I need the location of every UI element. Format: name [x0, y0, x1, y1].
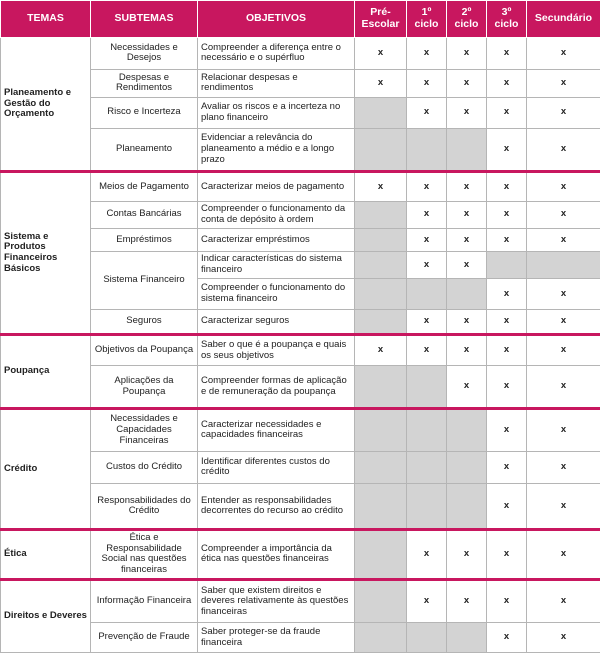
- level-mark-pre-escolar: x: [355, 334, 407, 366]
- level-mark-secundario: x: [527, 38, 600, 70]
- subtema-cell: Despesas e Rendimentos: [91, 69, 198, 97]
- level-empty-1-ciclo: [407, 366, 447, 409]
- table-row: [1, 251, 600, 278]
- level-mark-3-ciclo: x: [487, 579, 527, 623]
- header-3-ciclo: 3º ciclo: [487, 1, 527, 38]
- subtema-cell: Objetivos da Poupança: [91, 334, 198, 366]
- table-row: [1, 334, 600, 366]
- header-subtemas: SUBTEMAS: [91, 1, 198, 38]
- level-empty-3-ciclo: [487, 251, 527, 278]
- level-empty-pre-escolar: [355, 128, 407, 172]
- tema-cell: Poupança: [1, 334, 91, 408]
- level-mark-2-ciclo: x: [447, 334, 487, 366]
- level-empty-1-ciclo: [407, 623, 447, 653]
- level-mark-2-ciclo: x: [447, 172, 487, 201]
- level-empty-pre-escolar: [355, 623, 407, 653]
- level-mark-1-ciclo: x: [407, 579, 447, 623]
- level-mark-secundario: x: [527, 98, 600, 129]
- table-row: [1, 366, 600, 409]
- level-mark-3-ciclo: x: [487, 98, 527, 129]
- table-body: [1, 38, 600, 653]
- level-mark-secundario: x: [527, 530, 600, 580]
- level-empty-1-ciclo: [407, 128, 447, 172]
- table-row: [1, 128, 600, 172]
- level-mark-3-ciclo: x: [487, 530, 527, 580]
- level-empty-pre-escolar: [355, 251, 407, 278]
- subtema-cell: Sistema Financeiro: [91, 251, 198, 309]
- level-mark-3-ciclo: x: [487, 228, 527, 251]
- objetivo-cell: Saber proteger-se da fraude financeira: [198, 623, 355, 653]
- level-empty-pre-escolar: [355, 451, 407, 484]
- level-mark-1-ciclo: x: [407, 309, 447, 334]
- level-mark-1-ciclo: x: [407, 172, 447, 201]
- level-mark-1-ciclo: x: [407, 334, 447, 366]
- objetivo-cell: Saber o que é a poupança e quais os seus objetivos: [198, 334, 355, 366]
- header-objetivos: OBJETIVOS: [198, 1, 355, 38]
- tema-cell: Direitos e Deveres: [1, 579, 91, 652]
- level-empty-pre-escolar: [355, 279, 407, 310]
- level-mark-3-ciclo: x: [487, 408, 527, 451]
- table-row: [1, 228, 600, 251]
- subtema-cell: Necessidades e Desejos: [91, 38, 198, 70]
- level-mark-1-ciclo: x: [407, 228, 447, 251]
- table-row: [1, 38, 600, 70]
- level-empty-pre-escolar: [355, 484, 407, 530]
- subtema-cell: Ética e Responsabilidade Social nas questões financeiras: [91, 530, 198, 580]
- level-empty-1-ciclo: [407, 451, 447, 484]
- objetivo-cell: Identificar diferentes custos do crédito: [198, 451, 355, 484]
- level-empty-2-ciclo: [447, 451, 487, 484]
- tema-cell: Ética: [1, 530, 91, 580]
- subtema-cell: Contas Bancárias: [91, 201, 198, 228]
- header-secundario: Secundário: [527, 1, 600, 38]
- level-mark-secundario: x: [527, 69, 600, 97]
- level-mark-2-ciclo: x: [447, 98, 487, 129]
- objetivo-cell: Indicar características do sistema financeiro: [198, 251, 355, 278]
- level-mark-1-ciclo: x: [407, 201, 447, 228]
- header-2-ciclo: 2º ciclo: [447, 1, 487, 38]
- level-empty-pre-escolar: [355, 366, 407, 409]
- subtema-cell: Custos do Crédito: [91, 451, 198, 484]
- level-empty-pre-escolar: [355, 201, 407, 228]
- level-mark-secundario: x: [527, 279, 600, 310]
- level-empty-pre-escolar: [355, 98, 407, 129]
- level-mark-3-ciclo: x: [487, 623, 527, 653]
- subtema-cell: Risco e Incerteza: [91, 98, 198, 129]
- table-row: [1, 623, 600, 653]
- level-mark-secundario: x: [527, 579, 600, 623]
- level-mark-3-ciclo: x: [487, 172, 527, 201]
- level-mark-secundario: x: [527, 201, 600, 228]
- level-mark-secundario: x: [527, 172, 600, 201]
- objetivo-cell: Caracterizar meios de pagamento: [198, 172, 355, 201]
- level-mark-secundario: x: [527, 309, 600, 334]
- table-row: [1, 309, 600, 334]
- level-mark-1-ciclo: x: [407, 530, 447, 580]
- level-mark-1-ciclo: x: [407, 98, 447, 129]
- header-row: [1, 1, 600, 38]
- objetivo-cell: Evidenciar a relevância do planeamento a médio e a longo prazo: [198, 128, 355, 172]
- level-mark-secundario: x: [527, 484, 600, 530]
- level-mark-2-ciclo: x: [447, 366, 487, 409]
- objetivo-cell: Caracterizar seguros: [198, 309, 355, 334]
- level-mark-secundario: x: [527, 128, 600, 172]
- objetivo-cell: Relacionar despesas e rendimentos: [198, 69, 355, 97]
- table-row: [1, 172, 600, 201]
- level-empty-secundario: [527, 251, 600, 278]
- level-empty-pre-escolar: [355, 408, 407, 451]
- level-mark-secundario: x: [527, 623, 600, 653]
- level-mark-pre-escolar: x: [355, 38, 407, 70]
- level-mark-2-ciclo: x: [447, 579, 487, 623]
- level-mark-3-ciclo: x: [487, 484, 527, 530]
- table-row: [1, 201, 600, 228]
- level-mark-1-ciclo: x: [407, 69, 447, 97]
- subtema-cell: Informação Financeira: [91, 579, 198, 623]
- objetivo-cell: Caracterizar empréstimos: [198, 228, 355, 251]
- level-mark-secundario: x: [527, 228, 600, 251]
- subtema-cell: Prevenção de Fraude: [91, 623, 198, 653]
- level-mark-3-ciclo: x: [487, 309, 527, 334]
- level-mark-secundario: x: [527, 366, 600, 409]
- tema-cell: Sistema e Produtos Financeiros Básicos: [1, 172, 91, 335]
- level-mark-2-ciclo: x: [447, 69, 487, 97]
- objetivo-cell: Compreender formas de aplicação e de remuneração da poupança: [198, 366, 355, 409]
- header-1-ciclo: 1º ciclo: [407, 1, 447, 38]
- level-empty-2-ciclo: [447, 408, 487, 451]
- level-mark-3-ciclo: x: [487, 128, 527, 172]
- level-mark-3-ciclo: x: [487, 366, 527, 409]
- table-row: [1, 579, 600, 623]
- level-mark-2-ciclo: x: [447, 38, 487, 70]
- level-mark-3-ciclo: x: [487, 69, 527, 97]
- level-mark-secundario: x: [527, 451, 600, 484]
- level-mark-2-ciclo: x: [447, 530, 487, 580]
- table-row: [1, 484, 600, 530]
- objetivo-cell: Compreender a importância da ética nas questões financeiras: [198, 530, 355, 580]
- table-row: [1, 69, 600, 97]
- header-pre-escolar: Pré-Escolar: [355, 1, 407, 38]
- table-row: [1, 408, 600, 451]
- level-empty-2-ciclo: [447, 128, 487, 172]
- level-empty-pre-escolar: [355, 228, 407, 251]
- tema-cell: Crédito: [1, 408, 91, 529]
- level-empty-1-ciclo: [407, 279, 447, 310]
- objetivo-cell: Entender as responsabilidades decorrentes do recurso ao crédito: [198, 484, 355, 530]
- objetivo-cell: Saber que existem direitos e deveres relativamente às questões financeiras: [198, 579, 355, 623]
- level-empty-2-ciclo: [447, 279, 487, 310]
- level-mark-2-ciclo: x: [447, 228, 487, 251]
- objetivo-cell: Avaliar os riscos e a incerteza no plano financeiro: [198, 98, 355, 129]
- subtema-cell: Planeamento: [91, 128, 198, 172]
- level-empty-pre-escolar: [355, 530, 407, 580]
- subtema-cell: Aplicações da Poupança: [91, 366, 198, 409]
- level-mark-3-ciclo: x: [487, 334, 527, 366]
- table-row: [1, 530, 600, 580]
- level-mark-pre-escolar: x: [355, 69, 407, 97]
- level-empty-2-ciclo: [447, 623, 487, 653]
- level-mark-3-ciclo: x: [487, 279, 527, 310]
- subtema-cell: Necessidades e Capacidades Financeiras: [91, 408, 198, 451]
- level-mark-2-ciclo: x: [447, 201, 487, 228]
- level-mark-1-ciclo: x: [407, 251, 447, 278]
- objetivo-cell: Compreender o funcionamento do sistema financeiro: [198, 279, 355, 310]
- table-row: [1, 98, 600, 129]
- objetivo-cell: Compreender o funcionamento da conta de depósito à ordem: [198, 201, 355, 228]
- level-mark-3-ciclo: x: [487, 201, 527, 228]
- subtema-cell: Responsabilidades do Crédito: [91, 484, 198, 530]
- level-empty-pre-escolar: [355, 309, 407, 334]
- level-mark-3-ciclo: x: [487, 451, 527, 484]
- level-mark-3-ciclo: x: [487, 38, 527, 70]
- level-empty-1-ciclo: [407, 484, 447, 530]
- subtema-cell: Empréstimos: [91, 228, 198, 251]
- tema-cell: Planeamento e Gestão do Orçamento: [1, 38, 91, 172]
- objetivo-cell: Compreender a diferença entre o necessário e o supérfluo: [198, 38, 355, 70]
- level-empty-1-ciclo: [407, 408, 447, 451]
- level-mark-2-ciclo: x: [447, 251, 487, 278]
- level-empty-2-ciclo: [447, 484, 487, 530]
- level-mark-secundario: x: [527, 408, 600, 451]
- objetivo-cell: Caracterizar necessidades e capacidades financeiras: [198, 408, 355, 451]
- table-row: [1, 451, 600, 484]
- subtema-cell: Seguros: [91, 309, 198, 334]
- level-mark-secundario: x: [527, 334, 600, 366]
- level-empty-pre-escolar: [355, 579, 407, 623]
- subtema-cell: Meios de Pagamento: [91, 172, 198, 201]
- level-mark-2-ciclo: x: [447, 309, 487, 334]
- level-mark-1-ciclo: x: [407, 38, 447, 70]
- level-mark-pre-escolar: x: [355, 172, 407, 201]
- header-temas: TEMAS: [1, 1, 91, 38]
